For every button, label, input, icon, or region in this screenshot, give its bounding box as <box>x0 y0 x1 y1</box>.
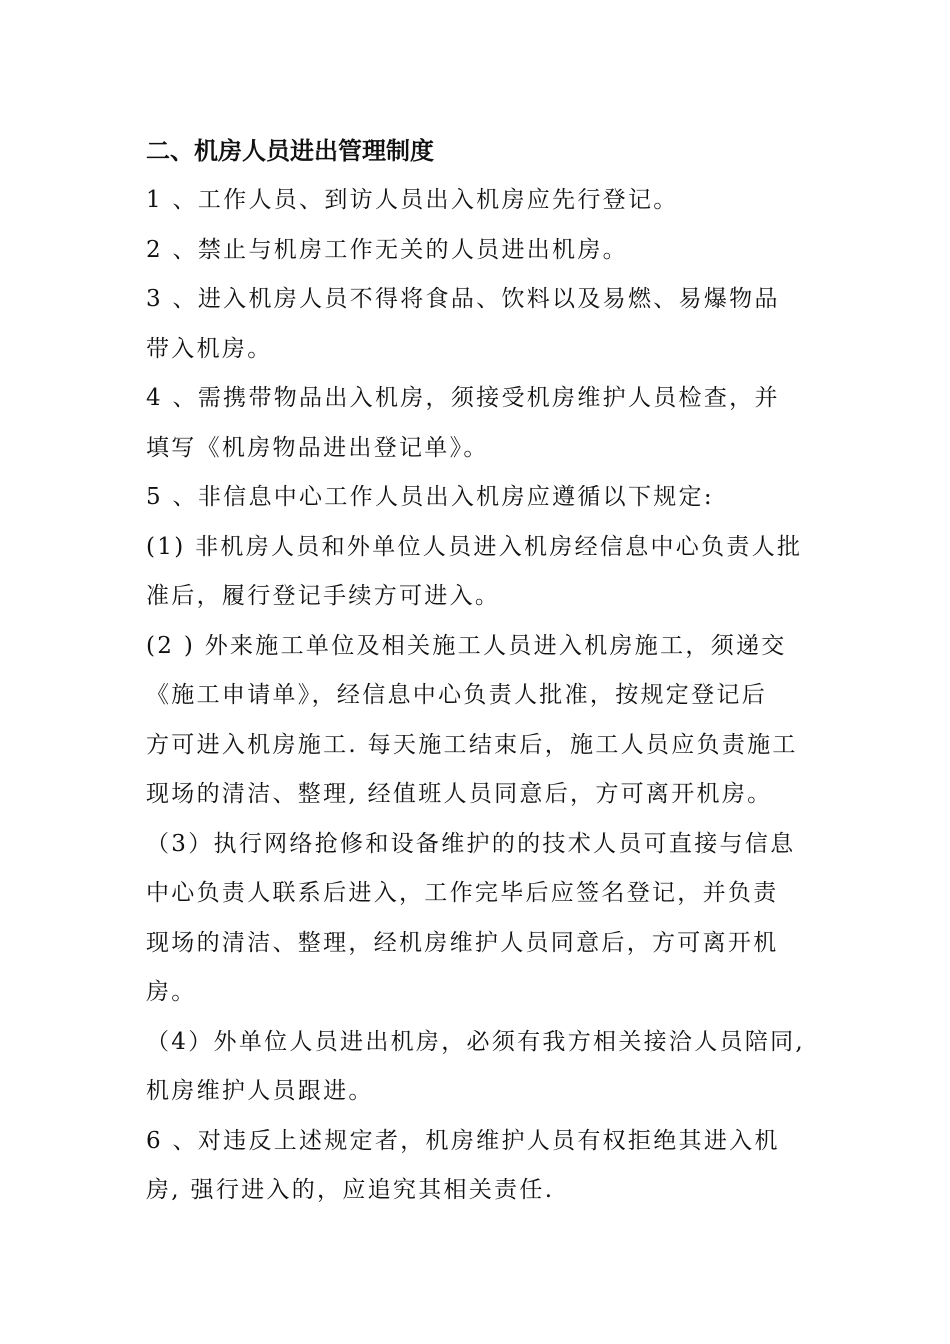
text-line: 《施工申请单》，经信息中心负责人批准，按规定登记后 <box>146 682 767 708</box>
text-line: (2 ) 外来施工单位及相关施工人员进入机房施工，须递交 <box>146 632 787 659</box>
text-line: 1 、工作人员、到访人员出入机房应先行登记。 <box>146 187 679 213</box>
text-line: 房。 <box>146 979 197 1005</box>
text-line: 现场的清洁、整理, 经值班人员同意后，方可离开机房。 <box>146 781 773 807</box>
paragraph-lines <box>146 176 814 1216</box>
text-line: 带入机房。 <box>146 335 273 362</box>
text-line: （3）执行网络抢修和设备维护的的技术人员可直接与信息 <box>146 830 796 857</box>
text-line: （4）外单位人员进出机房，必须有我方相关接洽人员陪同, <box>146 1028 806 1055</box>
text-line: (1) 非机房人员和外单位人员进入机房经信息中心负责人批 <box>146 533 803 560</box>
text-line: 填写《机房物品进出登记单》。 <box>146 434 489 461</box>
text-line: 4 、需携带物品出入机房，须接受机房维护人员检查，并 <box>146 385 780 411</box>
text-line: 3 、进入机房人员不得将食品、饮料以及易燃、易爆物品 <box>146 286 780 312</box>
text-line: 现场的清洁、整理，经机房维护人员同意后，方可离开机 <box>146 929 779 956</box>
text-line: 方可进入机房施工. 每天施工结束后，施工人员应负责施工 <box>146 731 798 758</box>
text-line: 中心负责人联系后进入，工作完毕后应签名登记，并负责 <box>146 880 779 906</box>
section-title: 二、机房人员进出管理制度 <box>146 137 434 165</box>
text-line: 5 、非信息中心工作人员出入机房应遵循以下规定: <box>146 484 714 510</box>
text-line: 2 、禁止与机房工作无关的人员进出机房。 <box>146 236 628 263</box>
text-line: 机房维护人员跟进。 <box>146 1078 374 1104</box>
text-line: 房, 强行进入的，应追究其相关责任. <box>146 1177 555 1203</box>
text-line: 准后，履行登记手续方可进入。 <box>146 583 501 609</box>
text-line: 6 、对违反上述规定者，机房维护人员有权拒绝其进入机 <box>146 1127 780 1154</box>
document-body <box>146 126 814 1216</box>
